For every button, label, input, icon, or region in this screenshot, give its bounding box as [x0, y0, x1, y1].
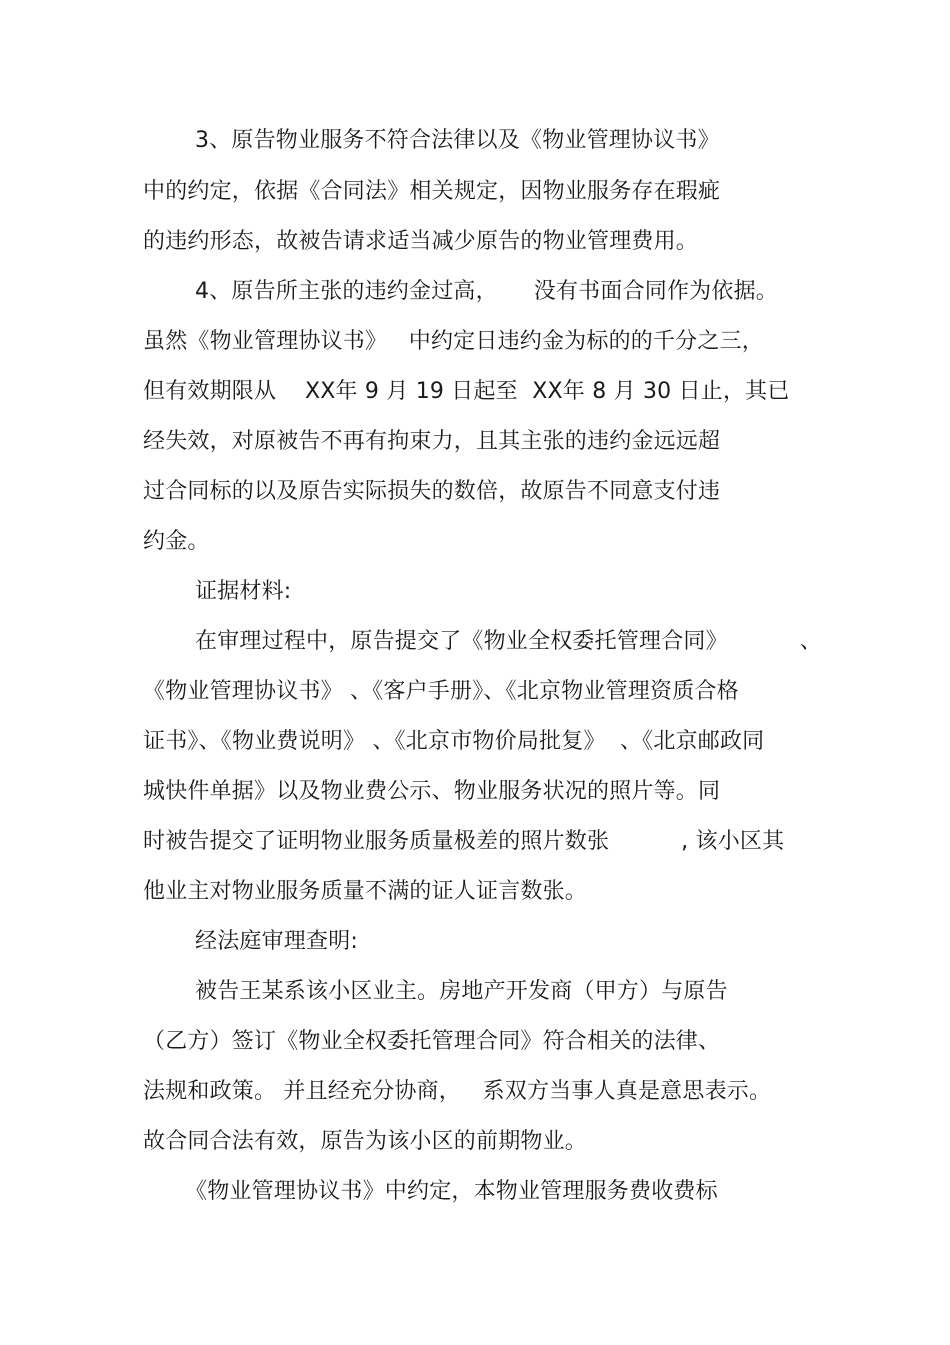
evidence-para-line-1: 在审理过程中，原告提交了《物业全权委托管理合同》 、 [195, 629, 822, 654]
paragraph-4-line-3: 但有效期限从 XX年 9 月 19 日起至 XX年 8 月 30 日止，其已 [143, 379, 790, 404]
evidence-heading: 证据材料: [195, 579, 292, 604]
evidence-para-line-2: 《物业管理协议书》 、《客户手册》、《北京物业管理资质合格 [143, 679, 739, 704]
paragraph-3-line-2: 中的约定，依据《合同法》相关规定，因物业服务存在瑕疵 [143, 179, 721, 204]
agreement-para-line-1: 《物业管理协议书》中约定，本物业管理服务费收费标 [185, 1179, 718, 1204]
findings-para-line-3: 法规和政策。 并且经充分协商， 系双方当事人真是意思表示。 [143, 1079, 772, 1104]
evidence-para-line-6: 他业主对物业服务质量不满的证人证言数张。 [143, 879, 588, 904]
paragraph-4-line-6: 约金。 [143, 529, 210, 554]
paragraph-4-line-1: 4、原告所主张的违约金过高， 没有书面合同作为依据。 [195, 279, 778, 304]
findings-heading: 经法庭审理查明: [195, 929, 359, 954]
evidence-para-line-4: 城快件单据》以及物业费公示、物业服务状况的照片等。同 [143, 779, 721, 804]
paragraph-4-line-2: 虽然《物业管理协议书》 中约定日违约金为标的的千分之三， [143, 329, 764, 354]
paragraph-3-line-1: 3、原告物业服务不符合法律以及《物业管理协议书》 [195, 128, 720, 153]
evidence-para-line-3: 证书》、《物业费说明》 、《北京市物价局批复》 、《北京邮政同 [143, 729, 765, 754]
paragraph-4-line-5: 过合同标的以及原告实际损失的数倍，故原告不同意支付违 [143, 479, 721, 504]
findings-para-line-1: 被告王某系该小区业主。房地产开发商（甲方）与原告 [195, 979, 728, 1004]
paragraph-4-line-4: 经失效，对原被告不再有拘束力，且其主张的违约金远远超 [143, 429, 721, 454]
paragraph-3-line-3: 的违约形态，故被告请求适当减少原告的物业管理费用。 [143, 229, 699, 254]
findings-para-line-4: 故合同合法有效，原告为该小区的前期物业。 [143, 1129, 588, 1154]
evidence-para-line-5: 时被告提交了证明物业服务质量极差的照片数张 , 该小区其 [143, 829, 785, 854]
findings-para-line-2: （乙方）签订《物业全权委托管理合同》符合相关的法律、 [143, 1029, 721, 1054]
